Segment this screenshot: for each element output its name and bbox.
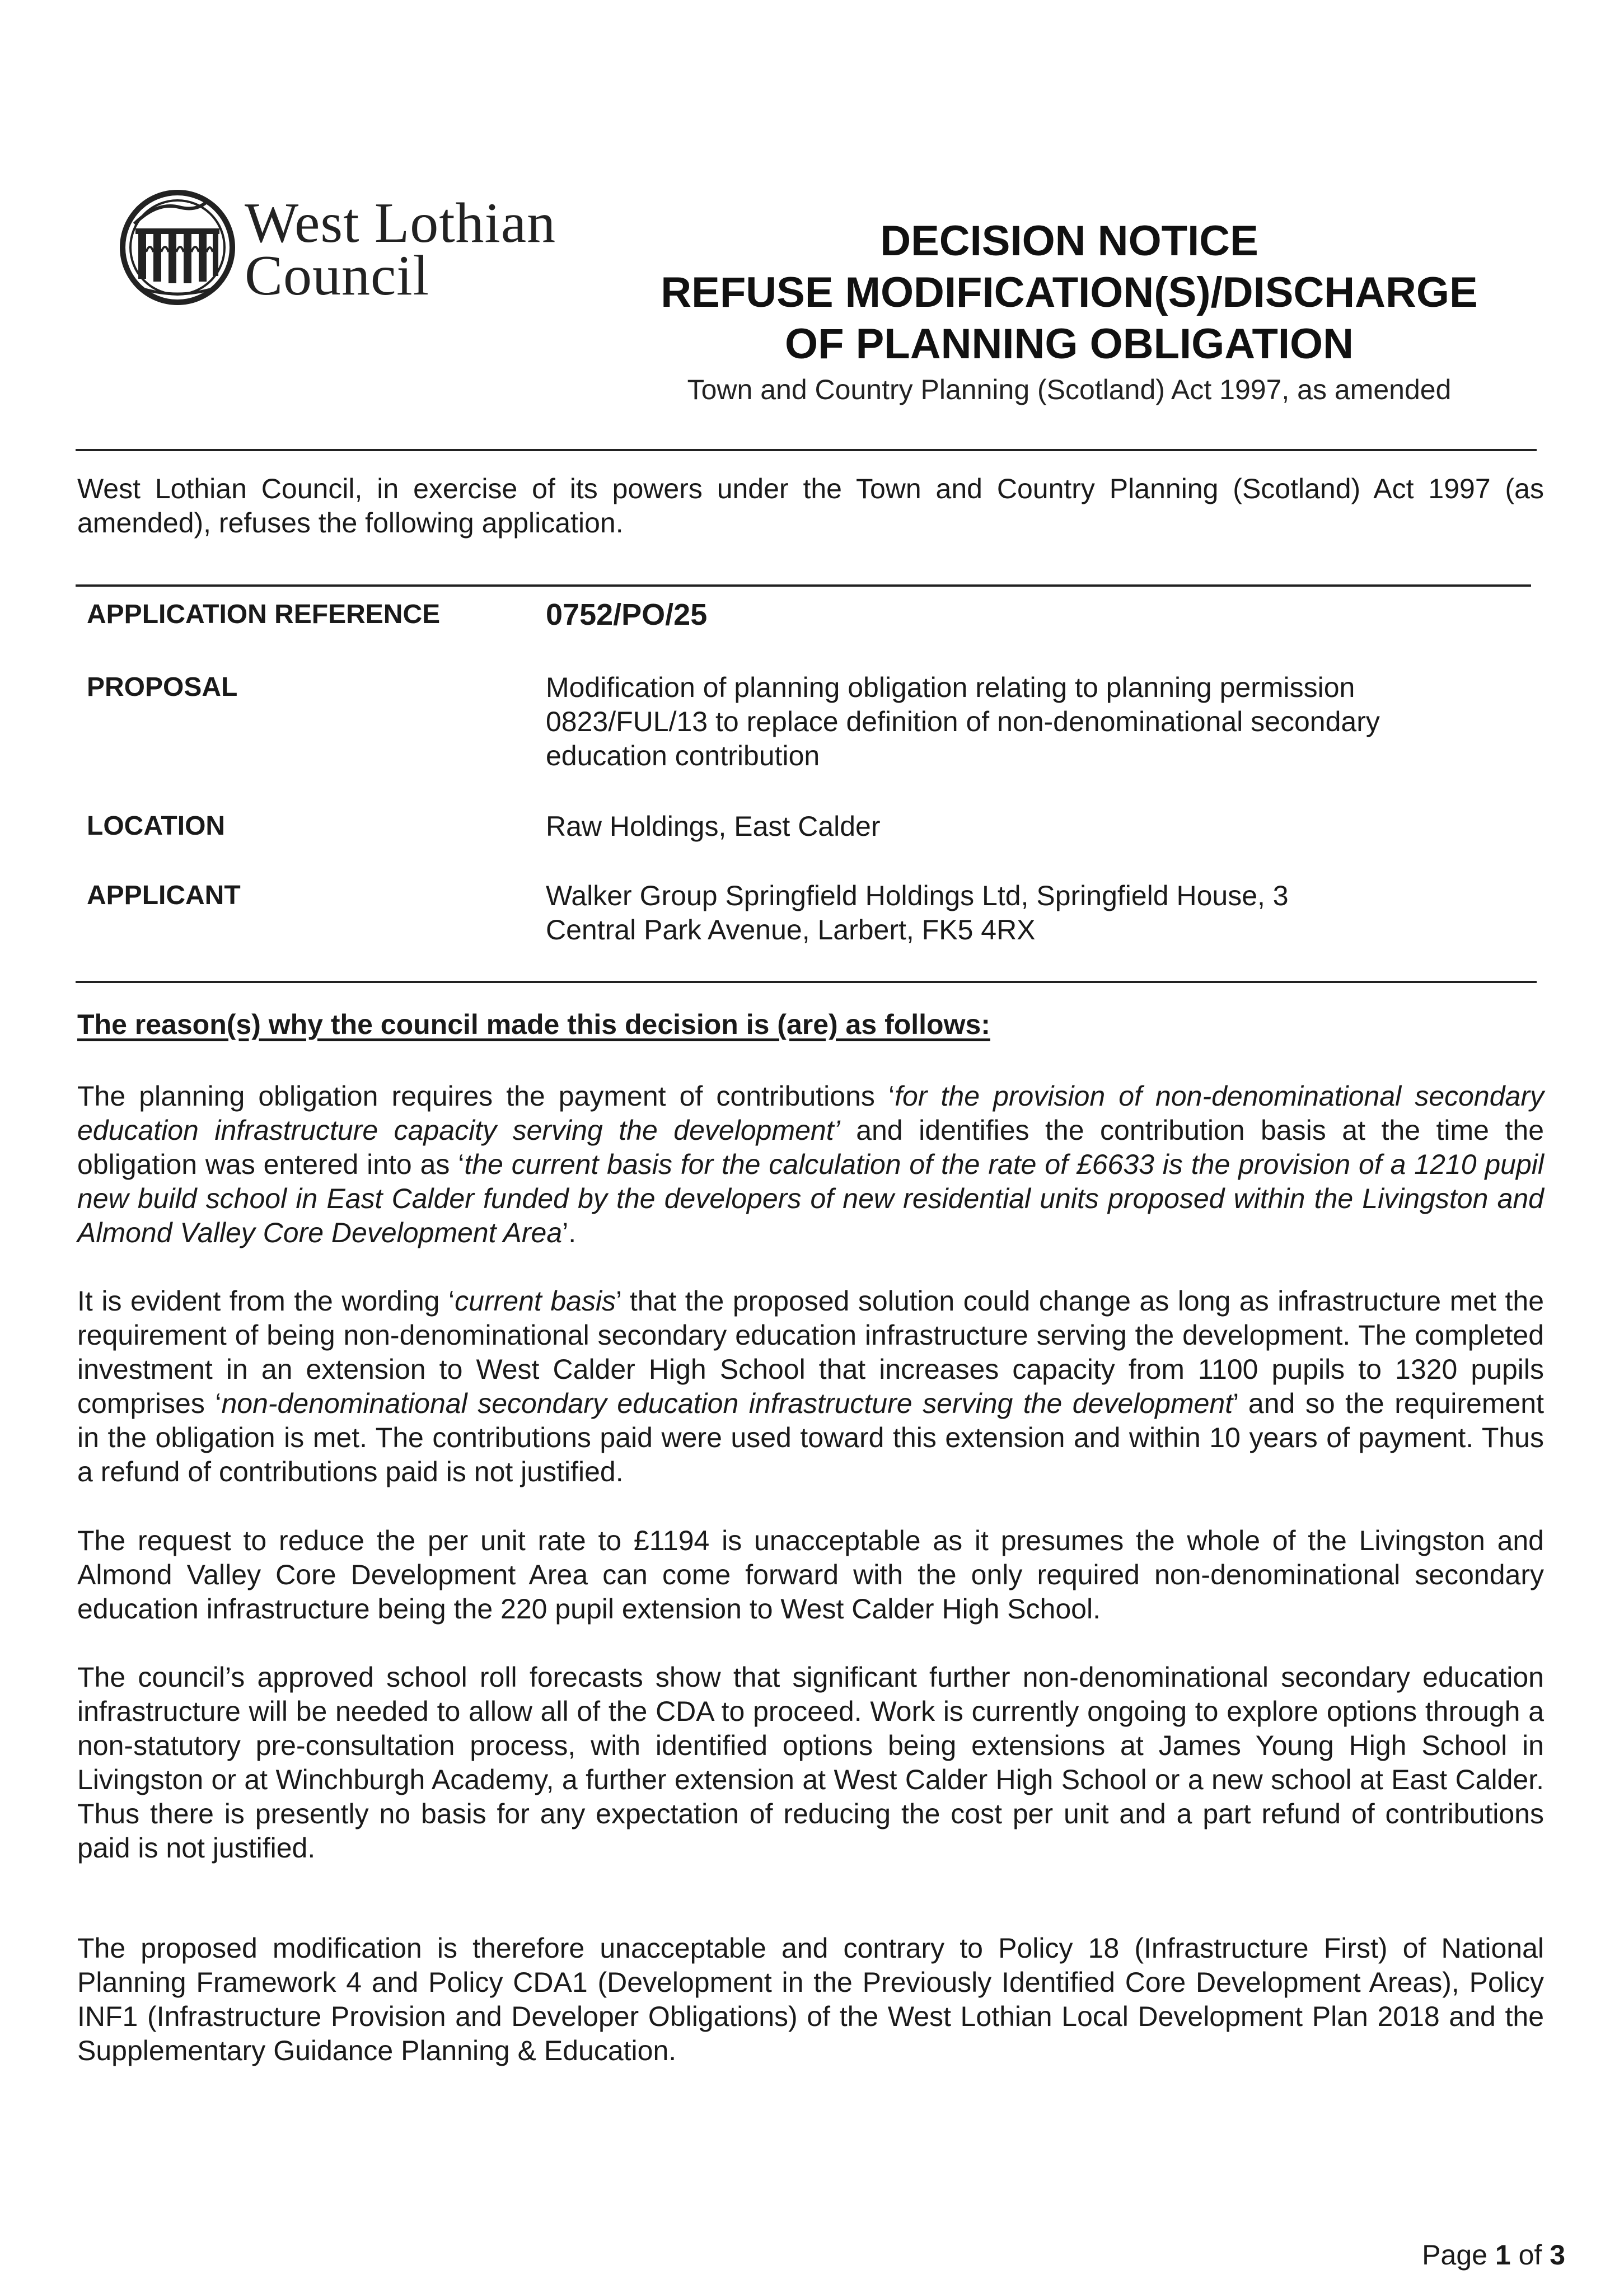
reason-2-text-a: It is evident from the wording ‘ — [77, 1285, 455, 1317]
heading-subtitle: Town and Country Planning (Scotland) Act 1997, as amended — [687, 374, 1452, 405]
heading-line2: REFUSE MODIFICATION(S)/DISCHARGE — [661, 269, 1478, 316]
intro-paragraph: West Lothian Council, in exercise of its powers under the Town and Country Planning (Scotland) Act 1997 (as amended), refuses the following application. — [77, 473, 1544, 539]
page-word: Page — [1422, 2239, 1487, 2271]
reason-paragraph-3: The request to reduce the per unit rate to £1194 is unacceptable as it presumes the whole of the Livingston and Almond Valley Core Development Area can come forward with the only required non-denominational secondary education infrastructure being the 220 pupil extension to West Calder High School. — [77, 1525, 1544, 1625]
page-current: 1 — [1495, 2239, 1511, 2271]
applicant-value-line2: Central Park Avenue, Larbert, FK5 4RX — [546, 914, 1036, 946]
reason-1-quote-1: for the provision of non-denominational secondary education infrastructure capacity serving the development’ — [77, 1080, 1545, 1146]
applicant-value-line1: Walker Group Springfield Holdings Ltd, Springfield House, 3 — [546, 880, 1289, 911]
page-total: 3 — [1550, 2239, 1565, 2271]
document-heading — [560, 216, 1579, 409]
heading-line1: DECISION NOTICE — [880, 217, 1258, 265]
location-label: LOCATION — [87, 811, 226, 841]
reason-1-quote-2: the current basis for the calculation of the rate of £6633 is the provision of a 1210 pupil new build school in East Calder funded by the developers of new residential units proposed within the Livingston and Almond Valley Core Development Area — [77, 1149, 1544, 1248]
logo-name-line1: West Lothian — [245, 191, 556, 255]
application-reference-label: APPLICATION REFERENCE — [87, 600, 441, 629]
proposal-label: PROPOSAL — [87, 672, 238, 702]
application-reference-value: 0752/PO/25 — [546, 598, 708, 631]
reason-1-text-a: The planning obligation requires the payment of contributions ‘ — [77, 1080, 895, 1112]
divider-reasons — [76, 981, 1537, 983]
reason-2-quote-2: non-denominational secondary education infrastructure serving the development — [221, 1388, 1233, 1419]
page-number — [1422, 2238, 1565, 2272]
reason-paragraph-1 — [77, 1079, 1544, 1250]
reason-1-text-c: and identifies the contribution basis at the time the obligation was entered into as ‘ — [77, 1115, 1544, 1180]
reason-2-text-e: ’ and so the requirement in the obligation is met. The contributions paid were used toward this extension and within 10 years of payment. Thus a refund of contributions paid is not justified. — [77, 1388, 1545, 1487]
location-value: Raw Holdings, East Calder — [546, 811, 881, 842]
heading-line3: OF PLANNING OBLIGATION — [784, 320, 1354, 368]
divider-application — [76, 584, 1531, 587]
reason-paragraph-5: The proposed modification is therefore unacceptable and contrary to Policy 18 (Infrastructure First) of National Planning Framework 4 and Policy CDA1 (Development in the Previously Identified Core Development Areas), Policy INF1 (Infrastructure Provision and Developer Obligations) of the West Lothian Local Development Plan 2018 and the Supplementary Guidance Planning & Education. — [77, 1932, 1544, 2066]
reason-1-text-e: ’. — [562, 1217, 577, 1248]
reason-2-text-c: ’ that the proposed solution could change as long as infrastructure met the requirement of being non-denominational secondary education infrastructure serving the development. The completed investment in an extension to West Calder High School that increases capacity from 1100 pupils to 1320 pupils comprises ‘ — [77, 1285, 1544, 1419]
reason-2-quote-1: current basis — [455, 1285, 616, 1317]
council-logo — [119, 185, 567, 313]
reasons-title: The reason(s) why the council made this decision is (are) as follows: — [77, 1009, 990, 1040]
proposal-value: Modification of planning obligation relating to planning permission 0823/FUL/13 to replace definition of non-denominational secondary education contribution — [546, 672, 1380, 771]
logo-name-line2: Council — [245, 244, 429, 307]
applicant-value — [546, 879, 1497, 947]
applicant-label: APPLICANT — [87, 881, 241, 910]
page-of: of — [1518, 2239, 1542, 2271]
divider-top — [76, 449, 1537, 451]
reason-paragraph-4: The council’s approved school roll forecasts show that significant further non-denominational secondary education infrastructure will be needed to allow all of the CDA to proceed. Work is currently ongoing to explore options through a non-statutory pre-consultation process, with identified options being extensions at James Young High School in Livingston or at Winchburgh Academy, a further extension at West Calder High School or a new school at East Calder. Thus there is presently no basis for any expectation of reducing the cost per unit and a part refund of contributions paid is not justified. — [77, 1662, 1544, 1864]
reason-paragraph-2 — [77, 1284, 1544, 1489]
council-crest-icon — [119, 185, 242, 308]
